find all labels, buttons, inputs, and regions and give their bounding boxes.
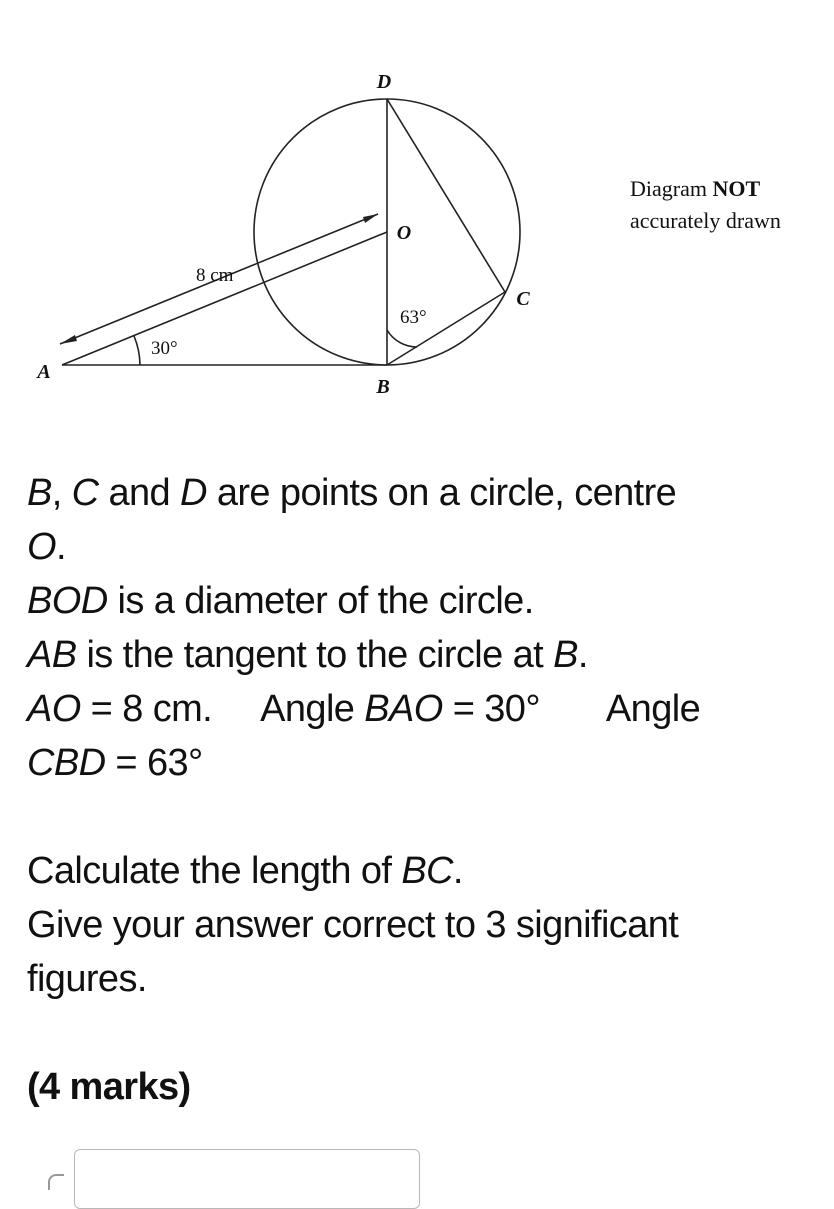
answer-indicator-icon <box>48 1174 64 1190</box>
instruction-line-1: Calculate the length of BC. <box>27 850 463 892</box>
question-line-4: AB is the tangent to the circle at B. <box>27 634 588 676</box>
question-line-2: O. <box>27 526 66 568</box>
marks-label: (4 marks) <box>27 1066 191 1108</box>
angle-arc-b <box>387 330 417 347</box>
dimension-arrowhead-right <box>363 214 378 223</box>
diagram-note-line2: accurately drawn <box>630 208 781 233</box>
point-label-c: C <box>516 288 530 310</box>
point-label-b: B <box>376 376 390 398</box>
question-text <box>27 466 827 1114</box>
chord-d-c <box>387 99 505 292</box>
angle-label-a: 30° <box>151 338 178 359</box>
chord-b-c <box>387 292 505 365</box>
angle-arc-a <box>134 336 140 365</box>
point-label-a: A <box>37 361 51 383</box>
question-line-1: B, C and D are points on a circle, centre <box>27 472 677 514</box>
point-label-d: D <box>376 71 392 93</box>
length-label: 8 cm <box>196 265 234 286</box>
question-line-3: BOD is a diameter of the circle. <box>27 580 534 622</box>
angle-label-b: 63° <box>400 307 427 328</box>
geometry-diagram <box>0 0 834 420</box>
point-label-o: O <box>396 222 412 244</box>
instruction-line-3: figures. <box>27 958 147 1000</box>
instruction-line-2: Give your answer correct to 3 significant <box>27 904 679 946</box>
line-a-o <box>62 232 387 365</box>
dimension-arrowhead-left <box>60 335 77 344</box>
answer-input[interactable] <box>74 1149 420 1209</box>
question-line-6: CBD = 63° <box>27 742 203 784</box>
question-line-5: AO = 8 cm. Angle BAO = 30° Angle <box>27 688 701 730</box>
diagram-note-line1: Diagram NOT <box>630 176 761 201</box>
